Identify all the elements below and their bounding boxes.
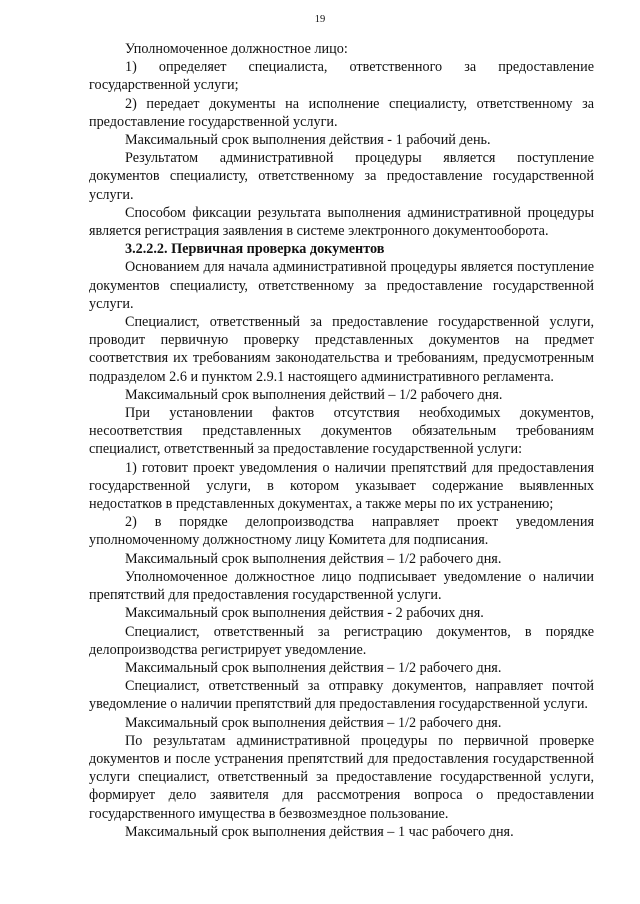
paragraph: Уполномоченное должностное лицо: (125, 41, 348, 57)
paragraph: Уполномоченное должностное лицо подписывает уведомление о наличии препятствий для предоставления государственной услуги. (89, 568, 594, 604)
paragraph: Максимальный срок выполнения действий – 1/2 рабочего дня. (125, 386, 503, 403)
paragraph: Специалист, ответственный за отправку документов, направляет почтой уведомление о наличии препятствий для предоставления государственной услуги. (89, 678, 594, 713)
paragraph: Максимальный срок выполнения действия – 1/2 рабочего дня. (125, 550, 502, 567)
paragraph: Максимальный срок выполнения действия – 1 час рабочего дня. (125, 823, 514, 840)
document-body (89, 40, 594, 841)
paragraph: Результатом административной процедуры является поступление документов специалисту, ответственному за предоставление государственной услуги. (89, 150, 594, 203)
paragraph: Основанием для начала административной процедуры является поступление документов специалисту, ответственному за предоставление государственной услуги. (89, 259, 594, 312)
paragraph: При установлении фактов отсутствия необходимых документов, несоответствия представленных документов обязательным требованиям специалист, ответственный за предоставление государственной услуги: (89, 405, 594, 458)
paragraph: Максимальный срок выполнения действия - 2 рабочих дня. (125, 605, 484, 622)
paragraph: Способом фиксации результата выполнения административной процедуры является регистрация заявления в системе электронного документооборота. (89, 204, 594, 240)
list-item: 1) готовит проект уведомления о наличии препятствий для предоставления государственной услуги, в котором указывает содержание выявленных недостатков в представленных документах, а также меры по их устранению; (89, 459, 594, 513)
section-heading: 3.2.2.2. Первичная проверка документов (125, 241, 385, 258)
paragraph: Специалист, ответственный за предоставление государственной услуги, проводит первичную проверку представленных документов на предмет соответствия их требованиям законодательства и требованиям, предусмотренным подразделом 2.6 и пунктом 2.9.1 настоящего административного регламента. (89, 314, 594, 385)
list-item: 2) в порядке делопроизводства направляет проект уведомления уполномоченному должностному лицу Комитета для подписания. (89, 514, 594, 549)
list-item: 1) определяет специалиста, ответственного за предоставление государственной услуги; (89, 59, 594, 94)
paragraph: Максимальный срок выполнения действия - 1 рабочий день. (125, 132, 491, 149)
paragraph: Специалист, ответственный за регистрацию документов, в порядке делопроизводства регистрирует уведомление. (89, 623, 594, 658)
list-item: 2) передает документы на исполнение специалисту, ответственному за предоставление государственной услуги. (89, 95, 594, 130)
paragraph: Максимальный срок выполнения действия – 1/2 рабочего дня. (125, 714, 502, 731)
paragraph: По результатам административной процедуры по первичной проверке документов и после устранения препятствий для предоставления государственной услуги специалист, ответственный за предоставление государственной услуги, формирует дело заявителя для рассмотрения вопроса о предоставлении государственного имущества в безвозмездное пользование. (89, 732, 594, 822)
paragraph: Максимальный срок выполнения действия – 1/2 рабочего дня. (125, 659, 502, 676)
page-number: 19 (314, 14, 326, 25)
